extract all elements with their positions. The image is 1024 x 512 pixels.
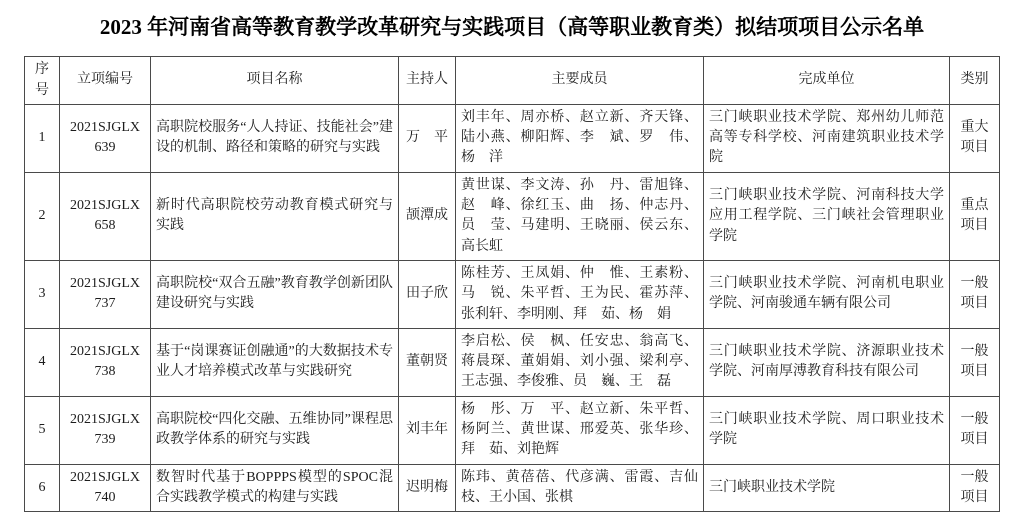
table-cell: 万 平 [399, 104, 456, 172]
table-row [25, 172, 1000, 260]
table-cell: 田子欣 [399, 260, 456, 328]
table-cell: 迟明梅 [399, 464, 456, 512]
table-cell: 重大项目 [950, 104, 1000, 172]
table-row [25, 396, 1000, 464]
table-cell: 三门峡职业技术学院、河南科技大学应用工程学院、三门峡社会管理职业学院 [704, 172, 950, 260]
table-cell: 陈桂芳、王凤娟、仲 惟、王素粉、马 锐、朱平哲、王为民、霍苏萍、张利轩、李明刚、拜 茹、杨 娟 [456, 260, 704, 328]
table-cell: 高职院校“四化交融、五维协同”课程思政教学体系的研究与实践 [151, 396, 399, 464]
table-cell: 三门峡职业技术学院、郑州幼儿师范高等专科学校、河南建筑职业技术学院 [704, 104, 950, 172]
table-cell: 1 [25, 104, 60, 172]
table-cell: 2021SJGLX 740 [60, 464, 151, 512]
table-cell: 刘丰年 [399, 396, 456, 464]
table-cell: 董朝贤 [399, 328, 456, 396]
table-cell: 5 [25, 396, 60, 464]
table-cell: 三门峡职业技术学院、济源职业技术学院、河南厚溥教育科技有限公司 [704, 328, 950, 396]
column-header: 类别 [950, 57, 1000, 105]
table-cell: 高职院校“双合五融”教育教学创新团队建设研究与实践 [151, 260, 399, 328]
table-cell: 一般项目 [950, 396, 1000, 464]
table-cell: 李启松、侯 枫、任安忠、翁高飞、蒋晨琛、董娟娟、刘小强、梁利亭、王志强、李俊雅、员 巍、王 磊 [456, 328, 704, 396]
page-title: 2023 年河南省高等教育教学改革研究与实践项目（高等职业教育类）拟结项项目公示名单 [99, 15, 925, 39]
table-cell: 基于“岗课赛证创融通”的大数据技术专业人才培养模式改革与实践研究 [151, 328, 399, 396]
column-header: 主持人 [399, 57, 456, 105]
table-cell: 一般项目 [950, 328, 1000, 396]
table-row [25, 260, 1000, 328]
table-cell: 一般项目 [950, 464, 1000, 512]
column-header: 项目名称 [151, 57, 399, 105]
table-cell: 3 [25, 260, 60, 328]
header-row [25, 57, 1000, 105]
table-cell: 2021SJGLX 658 [60, 172, 151, 260]
table-row [25, 328, 1000, 396]
projects-table [24, 56, 1000, 512]
table-cell: 2021SJGLX 737 [60, 260, 151, 328]
table-row [25, 104, 1000, 172]
table-cell: 2021SJGLX 639 [60, 104, 151, 172]
table-cell: 陈玮、黄蓓蓓、代彦满、雷霞、吉仙枝、王小国、张棋 [456, 464, 704, 512]
table-cell: 颉潭成 [399, 172, 456, 260]
table-cell: 一般项目 [950, 260, 1000, 328]
table-cell: 2021SJGLX 738 [60, 328, 151, 396]
table-cell: 4 [25, 328, 60, 396]
table-cell: 新时代高职院校劳动教育模式研究与实践 [151, 172, 399, 260]
table-cell: 黄世谋、李文涛、孙 丹、雷旭锋、赵 峰、徐红玉、曲 扬、仲志丹、员 莹、马建明、王晓丽、侯云东、高长虹 [456, 172, 704, 260]
table-cell: 三门峡职业技术学院、河南机电职业学院、河南骏通车辆有限公司 [704, 260, 950, 328]
column-header: 序号 [25, 57, 60, 105]
column-header: 完成单位 [704, 57, 950, 105]
column-header: 立项编号 [60, 57, 151, 105]
table-cell: 数智时代基于BOPPPS模型的SPOC混合实践教学模式的构建与实践 [151, 464, 399, 512]
table-cell: 2 [25, 172, 60, 260]
table-cell: 杨 彤、万 平、赵立新、朱平哲、杨阿兰、黄世谋、邢爱英、张华珍、拜 茹、刘艳辉 [456, 396, 704, 464]
table-cell: 2021SJGLX 739 [60, 396, 151, 464]
table-cell: 高职院校服务“人人持证、技能社会”建设的机制、路径和策略的研究与实践 [151, 104, 399, 172]
table-cell: 刘丰年、周亦桥、赵立新、齐天锋、陆小燕、柳阳辉、李 斌、罗 伟、杨 洋 [456, 104, 704, 172]
column-header: 主要成员 [456, 57, 704, 105]
table-body [25, 104, 1000, 511]
table-cell: 6 [25, 464, 60, 512]
table-cell: 三门峡职业技术学院、周口职业技术学院 [704, 396, 950, 464]
table-cell: 重点项目 [950, 172, 1000, 260]
table-cell: 三门峡职业技术学院 [704, 464, 950, 512]
